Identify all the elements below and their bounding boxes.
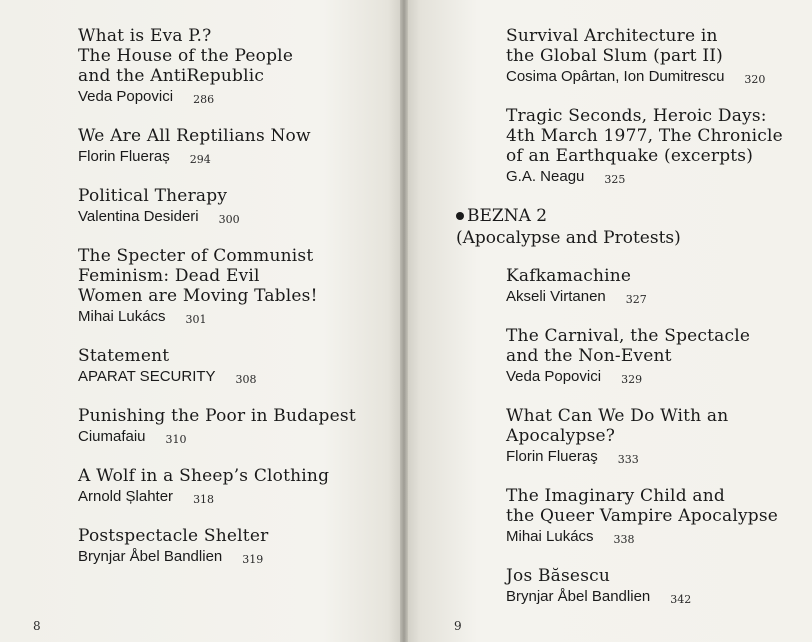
toc-entry xyxy=(506,26,765,87)
toc-entry xyxy=(78,246,318,327)
bullet-icon xyxy=(456,212,464,220)
entry-page-number: 294 xyxy=(189,153,211,166)
page-folio: 8 xyxy=(33,619,41,633)
toc-entry xyxy=(78,186,240,227)
entry-page-number: 308 xyxy=(235,373,257,386)
entry-page-number: 342 xyxy=(670,593,692,606)
toc-entry xyxy=(78,406,356,447)
entry-page-number: 301 xyxy=(185,313,207,326)
toc-entry xyxy=(506,486,778,547)
entry-page-number: 325 xyxy=(604,173,626,186)
toc-entry xyxy=(78,466,329,507)
entry-page-number: 327 xyxy=(625,293,647,306)
entry-page-number: 310 xyxy=(165,433,187,446)
entry-title: We Are All Reptilians Now xyxy=(78,126,311,146)
entry-author: Mihai Lukács xyxy=(506,528,594,545)
entry-author: Veda Popovici xyxy=(78,88,174,105)
entry-author: Arnold Șlahter xyxy=(78,488,174,505)
entry-page-number: 286 xyxy=(193,93,215,106)
entry-author: Brynjar Åbel Bandlien xyxy=(78,548,223,565)
toc-entry xyxy=(78,346,257,387)
entry-title: Postspectacle Shelter xyxy=(78,526,269,546)
entry-author: Akseli Virtanen xyxy=(506,288,606,305)
entry-author: Florin Flueraș xyxy=(78,148,170,165)
toc-entry xyxy=(506,106,783,187)
entry-author: APARAT SECURITY xyxy=(78,368,216,385)
entry-author: Valentina Desideri xyxy=(78,208,199,225)
entry-title: Survival Architecture in the Global Slum (part II) xyxy=(506,26,723,66)
entry-title: Political Therapy xyxy=(78,186,228,206)
entry-page-number: 333 xyxy=(617,453,639,466)
entry-author: Brynjar Åbel Bandlien xyxy=(506,588,651,605)
entry-title: What is Eva P.? The House of the People and the AntiRepublic xyxy=(78,26,294,86)
toc-entry xyxy=(506,566,691,607)
entry-title: Jos Băsescu xyxy=(506,566,610,586)
entry-title: Punishing the Poor in Budapest xyxy=(78,406,356,426)
entry-title: The Imaginary Child and the Queer Vampire Apocalypse xyxy=(506,486,779,526)
entry-author: Florin Flueraş xyxy=(506,448,598,465)
section-subtitle: (Apocalypse and Protests) xyxy=(456,228,681,248)
toc-entry xyxy=(78,526,268,567)
entry-author: Veda Popovici xyxy=(506,368,602,385)
toc-entry xyxy=(78,126,311,167)
entry-title: What Can We Do With an Apocalypse? xyxy=(506,406,729,446)
entry-page-number: 300 xyxy=(218,213,240,226)
entry-title: Kafkamachine xyxy=(506,266,632,286)
toc-entry xyxy=(506,326,750,387)
right-page xyxy=(404,0,812,642)
left-page xyxy=(0,0,404,642)
toc-entry xyxy=(506,266,647,307)
entry-author: Mihai Lukács xyxy=(78,308,166,325)
entry-author: G.A. Neagu xyxy=(506,168,585,185)
entry-title: Statement xyxy=(78,346,170,366)
entry-page-number: 318 xyxy=(193,493,215,506)
entry-page-number: 338 xyxy=(613,533,635,546)
entry-page-number: 319 xyxy=(242,553,264,566)
toc-entry xyxy=(506,406,728,467)
toc-entry xyxy=(78,26,293,107)
entry-title: A Wolf in a Sheep’s Clothing xyxy=(78,466,330,486)
entry-title: The Carnival, the Spectacle and the Non-Event xyxy=(506,326,751,366)
entry-author: Cosima Opârtan, Ion Dumitrescu xyxy=(506,68,725,85)
entry-page-number: 329 xyxy=(621,373,643,386)
entry-page-number: 320 xyxy=(744,73,766,86)
book-gutter xyxy=(400,0,408,642)
entry-title: Tragic Seconds, Heroic Days: 4th March 1977, The Chronicle of an Earthquake (excerpts) xyxy=(506,106,783,166)
page-folio: 9 xyxy=(454,619,462,633)
entry-title: The Specter of Communist Feminism: Dead Evil Women are Moving Tables! xyxy=(78,246,318,306)
section-title: BEZNA 2 xyxy=(467,206,548,226)
entry-author: Ciumafaiu xyxy=(78,428,146,445)
section-heading xyxy=(456,205,681,249)
